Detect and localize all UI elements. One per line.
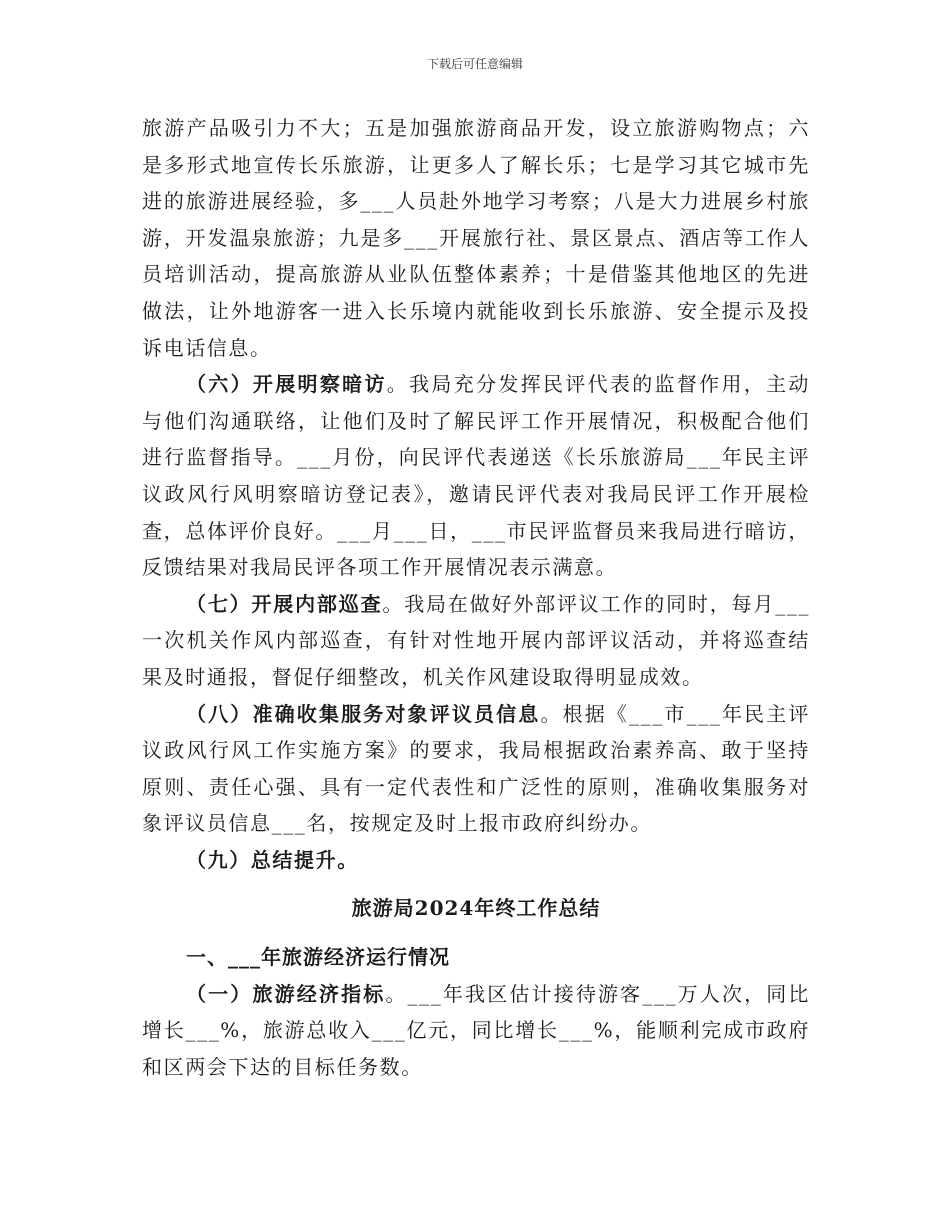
paragraph-4-heading: （八）准确收集服务对象评议员信息 [186,701,541,726]
paragraph-4-text: 。根据《___市___年民主评议政风行风工作实施方案》的要求，我局根据政治素养高、敢于坚持原则、责任心强、具有一定代表性和广泛性的原则，准确收集服务对象评议员信息___名，按规定及时上报市政府纠纷办。 [142,701,811,836]
paragraph-6-heading: （一）旅游经济指标 [186,981,386,1006]
paragraph-5: （九）总结提升。 [186,847,359,872]
paragraph-3-heading: （七）开展内部巡查 [186,591,383,616]
paragraph-6-text: 。___年我区估计接待游客___万人次，同比增长___%，旅游总收入___亿元，同比增长___%，能顺利完成市政府和区两会下达的目标任务数。 [142,981,810,1079]
paragraph-4 [142,696,810,842]
paragraph-2-heading: （六）开展明察暗访 [186,372,387,397]
section-heading-1: 一、___年旅游经济运行情况 [186,945,450,970]
paragraph-2 [142,366,810,586]
paragraph-6 [142,976,810,1086]
paragraph-1: 旅游产品吸引力不大；五是加强旅游商品开发，设立旅游购物点；六是多形式地宣传长乐旅游，让更多人了解长乐；七是学习其它城市先进的旅游进展经验，多___人员赴外地学习考察；八是大力进展乡村旅游，开发温泉旅游；九是多___开展旅行社、景区景点、酒店等工作人员培训活动，提高旅游从业队伍整体素养；十是借鉴其他地区的先进做法，让外地游客一进入长乐境内就能收到长乐旅游、安全提示及投诉电话信息。 [142,116,810,360]
paragraph-2-text: 。我局充分发挥民评代表的监督作用，主动与他们沟通联络，让他们及时了解民评工作开展情况，积极配合他们进行监督指导。___月份，向民评代表递送《长乐旅游局___年民主评议政风行风明察暗访登记表》，邀请民评代表对我局民评工作开展检查，总体评价良好。___月___日，___市民评监督员来我局进行暗访，反馈结果对我局民评各项工作开展情况表示满意。 [142,372,810,580]
paragraph-3-text: 。我局在做好外部评议工作的同时，每月___一次机关作风内部巡查，有针对性地开展内部评议活动，并将巡查结果及时通报，督促仔细整改，机关作风建设取得明显成效。 [142,591,810,689]
document-title: 旅游局2024年终工作总结 [351,896,601,921]
page-header: 下载后可任意编辑 [426,57,523,71]
document-body [142,110,810,1085]
paragraph-3 [142,586,810,696]
